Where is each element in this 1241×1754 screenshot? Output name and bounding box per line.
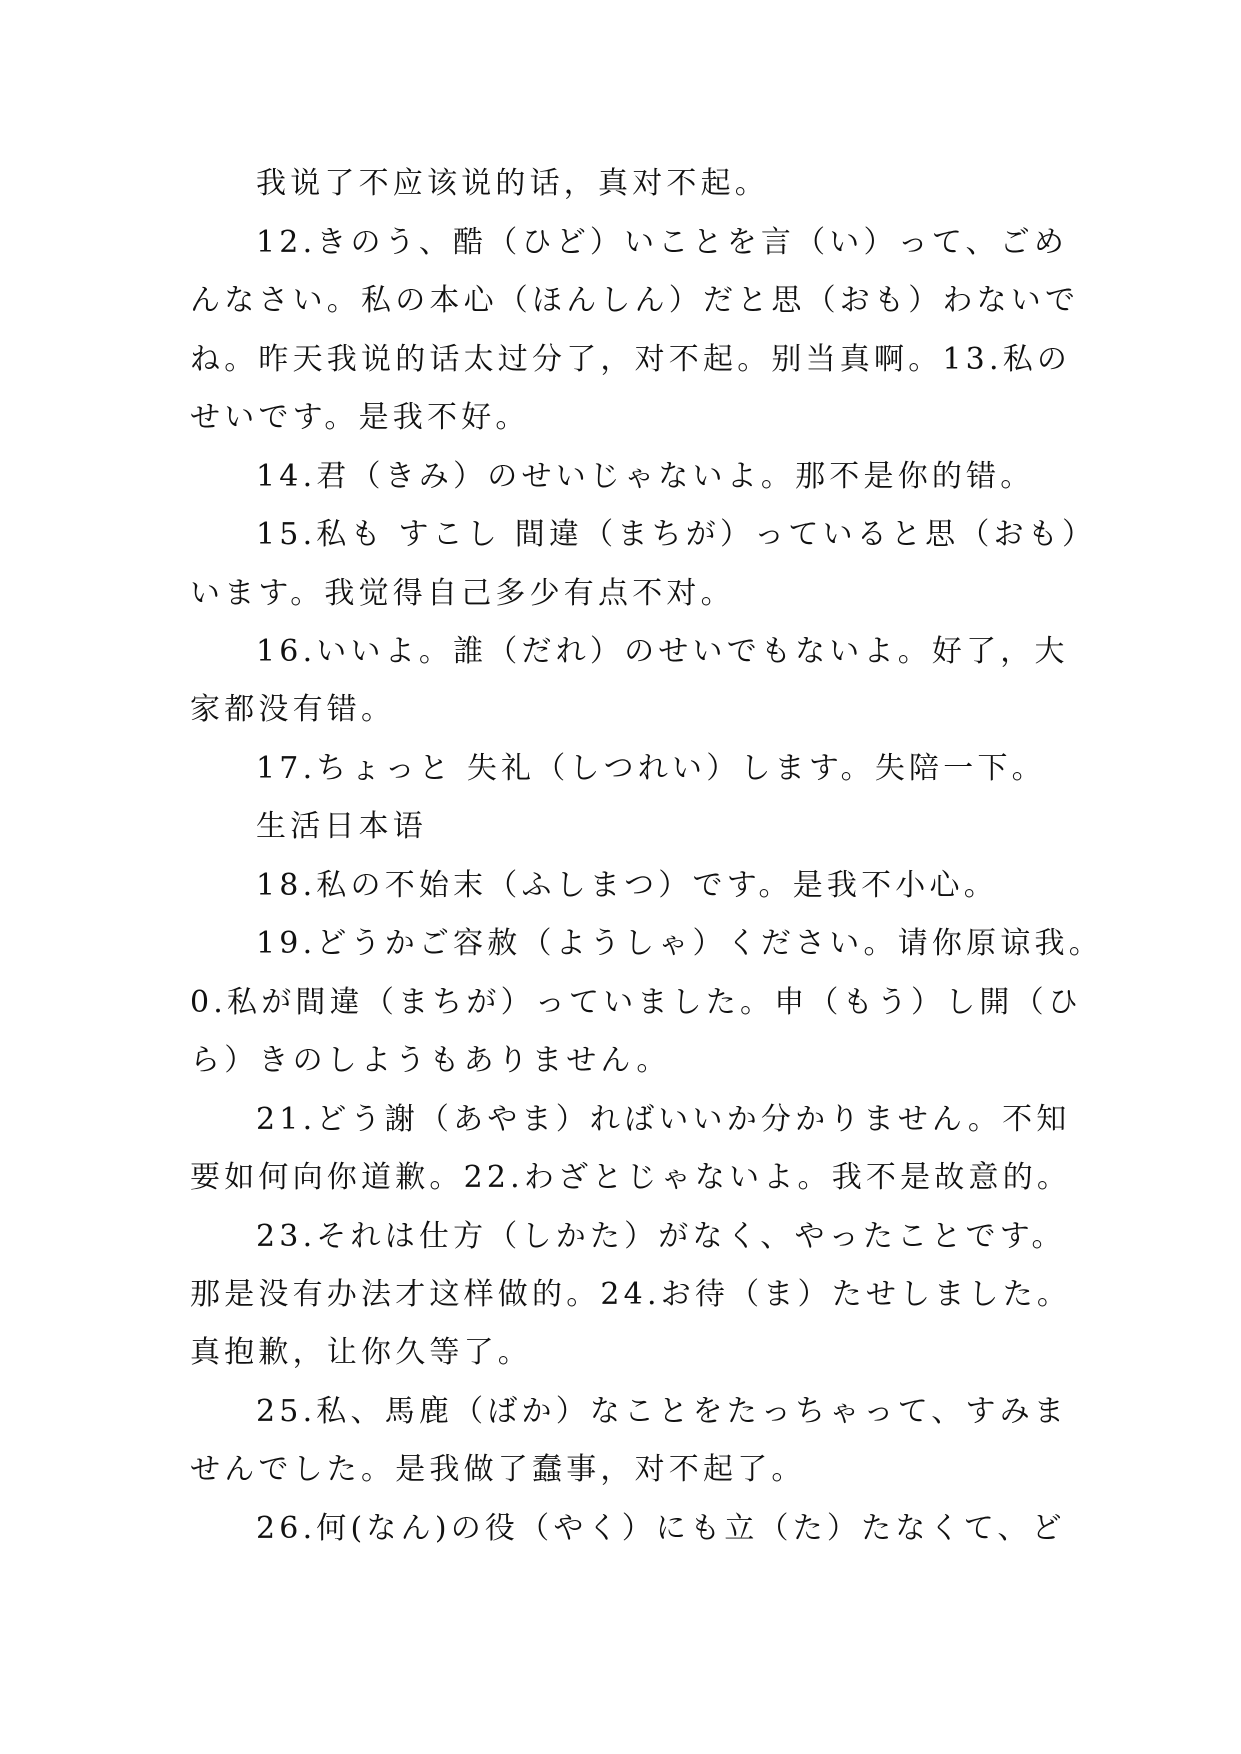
- text-line: 我说了不应该说的话，真对不起。: [256, 166, 769, 201]
- text-line: 25.私、馬鹿（ばか）なことをたっちゃって、すみま: [256, 1394, 1069, 1429]
- text-line: 14.君（きみ）のせいじゃないよ。那不是你的错。: [256, 459, 1035, 494]
- text-line: います。我觉得自己多少有点不对。: [190, 576, 735, 611]
- text-line: せんでした。是我做了蠢事，对不起了。: [190, 1452, 806, 1487]
- text-line: 26.何(なん)の役（やく）にも立（た）たなくて、ど: [256, 1511, 1066, 1546]
- text-line: 0.私が間違（まちが）っていました。申（もう）し開（ひ: [190, 985, 1083, 1020]
- text-line: 要如何向你道歉。22.わざとじゃないよ。我不是故意的。: [190, 1160, 1072, 1195]
- text-line: 18.私の不始末（ふしまつ）です。是我不小心。: [256, 868, 998, 903]
- text-line: 23.それは仕方（しかた）がなく、やったことです。: [256, 1219, 1066, 1254]
- text-line: 真抱歉，让你久等了。: [190, 1335, 532, 1370]
- text-line: 16.いいよ。誰（だれ）のせいでもないよ。好了，大: [256, 634, 1069, 669]
- text-line: 那是没有办法才这样做的。24.お待（ま）たせしました。: [190, 1277, 1072, 1312]
- text-line: ら）きのしようもありません。: [190, 1043, 671, 1078]
- text-line: 19.どうかご容赦（ようしゃ）ください。请你原谅我。: [256, 926, 1103, 961]
- text-line: 12.きのう、酷（ひど）いことを言（い）って、ごめ: [256, 225, 1069, 260]
- text-line: 21.どう謝（あやま）ればいいか分かりません。不知: [256, 1102, 1071, 1137]
- text-line: せいです。是我不好。: [190, 400, 530, 435]
- text-line: んなさい。私の本心（ほんしん）だと思（おも）わないで: [190, 283, 1080, 318]
- text-line: 家都没有错。: [190, 692, 396, 727]
- text-line: 15.私も すこし 間違（まちが）っていると思（おも）: [256, 517, 1097, 552]
- text-line: 17.ちょっと 失礼（しつれい）します。失陪一下。: [256, 751, 1046, 786]
- text-line: ね。昨天我说的话太过分了，对不起。别当真啊。13.私の: [190, 342, 1072, 377]
- text-line: 生活日本语: [256, 809, 427, 844]
